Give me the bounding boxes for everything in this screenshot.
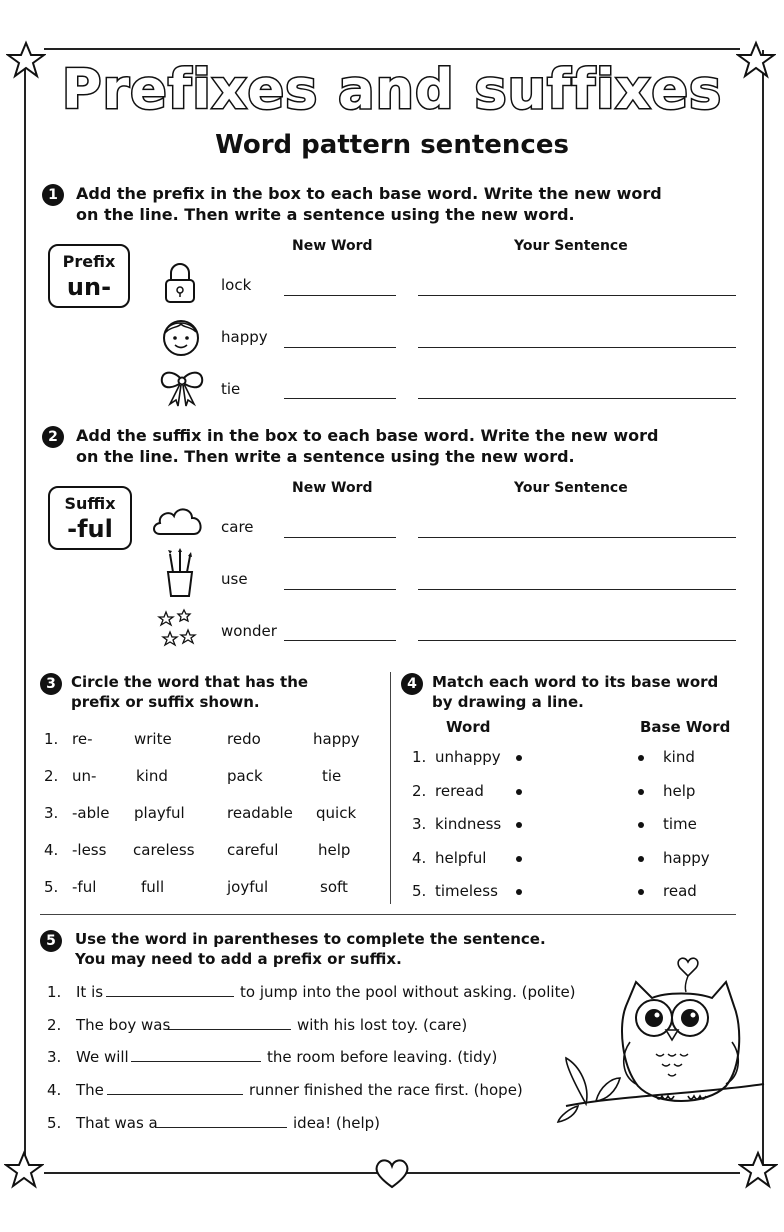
- section-2-number: 2: [42, 426, 64, 448]
- fill-in-line[interactable]: [165, 1029, 291, 1030]
- table-row: [44, 730, 374, 767]
- column-header-new-word: New Word: [292, 480, 373, 496]
- base-word: wonder: [221, 622, 277, 640]
- row-number: 1.: [47, 983, 62, 1001]
- column-header-sentence: Your Sentence: [514, 480, 628, 496]
- base-word: kind: [663, 748, 695, 766]
- column-divider: [390, 672, 391, 904]
- column-header-sentence: Your Sentence: [514, 238, 628, 254]
- row-number: 3.: [44, 804, 59, 822]
- match-dot-right[interactable]: [638, 856, 644, 862]
- base-word: time: [663, 815, 697, 833]
- choice-word[interactable]: help: [318, 841, 351, 859]
- instruction-line: You may need to add a prefix or suffix.: [75, 950, 402, 968]
- row-number: 2.: [47, 1016, 62, 1034]
- cloud-icon: [150, 502, 206, 542]
- section-4-number: 4: [401, 673, 423, 695]
- affix: -ful: [72, 878, 97, 896]
- match-dot-left[interactable]: [516, 889, 522, 895]
- match-dot-right[interactable]: [638, 789, 644, 795]
- sentence-line[interactable]: [418, 589, 736, 590]
- section-4-instruction: [432, 672, 718, 712]
- row-number: 2.: [44, 767, 59, 785]
- match-word: helpful: [435, 848, 487, 867]
- choice-word[interactable]: full: [141, 878, 165, 896]
- base-word: tie: [221, 380, 241, 398]
- sentence-line[interactable]: [418, 347, 736, 348]
- instruction-line: Add the prefix in the box to each base word. Write the new word: [76, 184, 662, 203]
- prefix-box: [48, 244, 130, 308]
- column-header-word: Word: [446, 718, 491, 736]
- padlock-icon: [162, 260, 198, 304]
- affix: re-: [72, 730, 93, 748]
- sentence-end: the room before leaving. (tidy): [267, 1048, 498, 1066]
- new-word-line[interactable]: [284, 589, 396, 590]
- affix: -less: [72, 841, 107, 859]
- choice-word[interactable]: kind: [136, 767, 168, 785]
- instruction-line: on the line. Then write a sentence using the new word.: [76, 205, 575, 224]
- choice-word[interactable]: quick: [316, 804, 357, 822]
- base-word: read: [663, 882, 697, 900]
- matching-table: [412, 748, 742, 916]
- star-corner-icon: [738, 1150, 778, 1190]
- suffix-box-value: -ful: [67, 515, 113, 543]
- new-word-line[interactable]: [284, 640, 396, 641]
- choice-word[interactable]: careful: [227, 841, 279, 859]
- table-row: [44, 878, 374, 915]
- base-word: happy: [221, 328, 268, 346]
- heart-icon: [372, 1157, 412, 1191]
- fill-in-line[interactable]: [155, 1127, 287, 1128]
- match-row: [412, 849, 742, 883]
- bow-tie-icon: [158, 366, 206, 408]
- affix: un-: [72, 767, 97, 785]
- sentence-end: runner finished the race first. (hope): [249, 1081, 523, 1099]
- sentence-line[interactable]: [418, 537, 736, 538]
- sentence-start: The boy was: [76, 1016, 171, 1034]
- row-number: 5.: [47, 1114, 62, 1132]
- fill-in-line[interactable]: [106, 996, 234, 997]
- match-dot-left[interactable]: [516, 789, 522, 795]
- row-number: 1.: [44, 730, 59, 748]
- affix: -able: [72, 804, 110, 822]
- table-row: [44, 767, 374, 804]
- border-top: [44, 48, 740, 50]
- match-word: unhappy: [435, 748, 501, 766]
- row-number: 4.: [47, 1081, 62, 1099]
- star-corner-icon: [4, 1150, 44, 1190]
- choice-word[interactable]: write: [134, 730, 172, 748]
- section-5-number: 5: [40, 930, 62, 952]
- match-row: [412, 815, 742, 849]
- sentence-start: It is: [76, 983, 104, 1001]
- sentence-end: with his lost toy. (care): [297, 1016, 468, 1034]
- row-number: 2.: [412, 781, 427, 800]
- base-word: care: [221, 518, 254, 536]
- base-word: use: [221, 570, 248, 588]
- sentence-line[interactable]: [418, 295, 736, 296]
- choice-word[interactable]: pack: [227, 767, 263, 785]
- row-number: 4.: [412, 848, 427, 867]
- prefix-box-label: Prefix: [62, 252, 116, 271]
- base-word: lock: [221, 276, 252, 294]
- section-3-instruction: [71, 672, 308, 712]
- section-5-instruction: [75, 929, 546, 969]
- choice-word[interactable]: playful: [134, 804, 185, 822]
- fill-in-line[interactable]: [131, 1061, 261, 1062]
- row-number: 5.: [44, 878, 59, 896]
- choice-word[interactable]: happy: [313, 730, 360, 748]
- choice-word[interactable]: readable: [227, 804, 293, 822]
- sentence-line[interactable]: [418, 398, 736, 399]
- choice-word[interactable]: redo: [227, 730, 261, 748]
- match-row: [412, 882, 742, 916]
- column-header-base-word: Base Word: [640, 718, 731, 736]
- sentence-start: The: [76, 1081, 104, 1099]
- match-word: timeless: [435, 882, 498, 900]
- new-word-line[interactable]: [284, 295, 396, 296]
- new-word-line[interactable]: [284, 398, 396, 399]
- section-1-instruction: [76, 183, 662, 225]
- sentence-line[interactable]: [418, 640, 736, 641]
- row-number: 3.: [47, 1048, 62, 1066]
- base-word: help: [663, 781, 696, 800]
- pencil-cup-icon: [160, 548, 200, 600]
- suffix-box: [48, 486, 132, 550]
- sentence-end: to jump into the pool without asking. (polite): [240, 983, 576, 1001]
- match-word: kindness: [435, 815, 502, 833]
- smiling-face-icon: [158, 314, 204, 360]
- instruction-line: Add the suffix in the box to each base word. Write the new word: [76, 426, 659, 445]
- match-dot-right[interactable]: [638, 889, 644, 895]
- section-3-number: 3: [40, 673, 62, 695]
- choice-word[interactable]: joyful: [227, 878, 269, 896]
- row-number: 1.: [412, 748, 427, 766]
- choice-word[interactable]: careless: [133, 841, 195, 859]
- instruction-line: Circle the word that has the: [71, 673, 309, 691]
- instruction-line: by drawing a line.: [432, 693, 584, 711]
- choice-word[interactable]: soft: [320, 878, 348, 896]
- owl-on-branch-icon: [556, 946, 766, 1126]
- match-dot-left[interactable]: [516, 822, 522, 828]
- page-title: Prefixes and suffixes: [61, 58, 723, 121]
- base-word: happy: [663, 848, 710, 867]
- row-number: 5.: [412, 882, 427, 900]
- fill-in-line[interactable]: [107, 1094, 243, 1095]
- column-header-new-word: New Word: [292, 238, 373, 254]
- match-dot-right[interactable]: [638, 755, 644, 761]
- match-row: [412, 748, 742, 782]
- row-number: 4.: [44, 841, 59, 859]
- match-word: reread: [435, 781, 484, 800]
- choice-word[interactable]: tie: [322, 767, 342, 785]
- new-word-line[interactable]: [284, 347, 396, 348]
- section-divider: [40, 914, 736, 915]
- table-row: [44, 804, 374, 841]
- match-dot-left[interactable]: [516, 856, 522, 862]
- instruction-line: prefix or suffix shown.: [71, 693, 260, 711]
- table-row: [44, 841, 374, 878]
- instruction-line: on the line. Then write a sentence using the new word.: [76, 447, 575, 466]
- match-dot-left[interactable]: [516, 755, 522, 761]
- prefix-box-value: un-: [66, 273, 112, 301]
- sentence-end: idea! (help): [293, 1114, 381, 1132]
- page-subtitle: Word pattern sentences: [215, 130, 569, 160]
- sentence-start: We will: [76, 1048, 129, 1066]
- section-1-number: 1: [42, 184, 64, 206]
- new-word-line[interactable]: [284, 537, 396, 538]
- row-number: 3.: [412, 815, 427, 833]
- section-2-instruction: [76, 425, 658, 467]
- instruction-line: Use the word in parentheses to complete the sentence.: [75, 930, 546, 948]
- instruction-line: Match each word to its base word: [432, 673, 719, 691]
- sentence-start: That was a: [76, 1114, 158, 1132]
- stars-icon: [156, 608, 200, 652]
- circle-word-table: [44, 730, 374, 915]
- match-dot-right[interactable]: [638, 822, 644, 828]
- suffix-box-label: Suffix: [64, 494, 116, 513]
- match-row: [412, 782, 742, 816]
